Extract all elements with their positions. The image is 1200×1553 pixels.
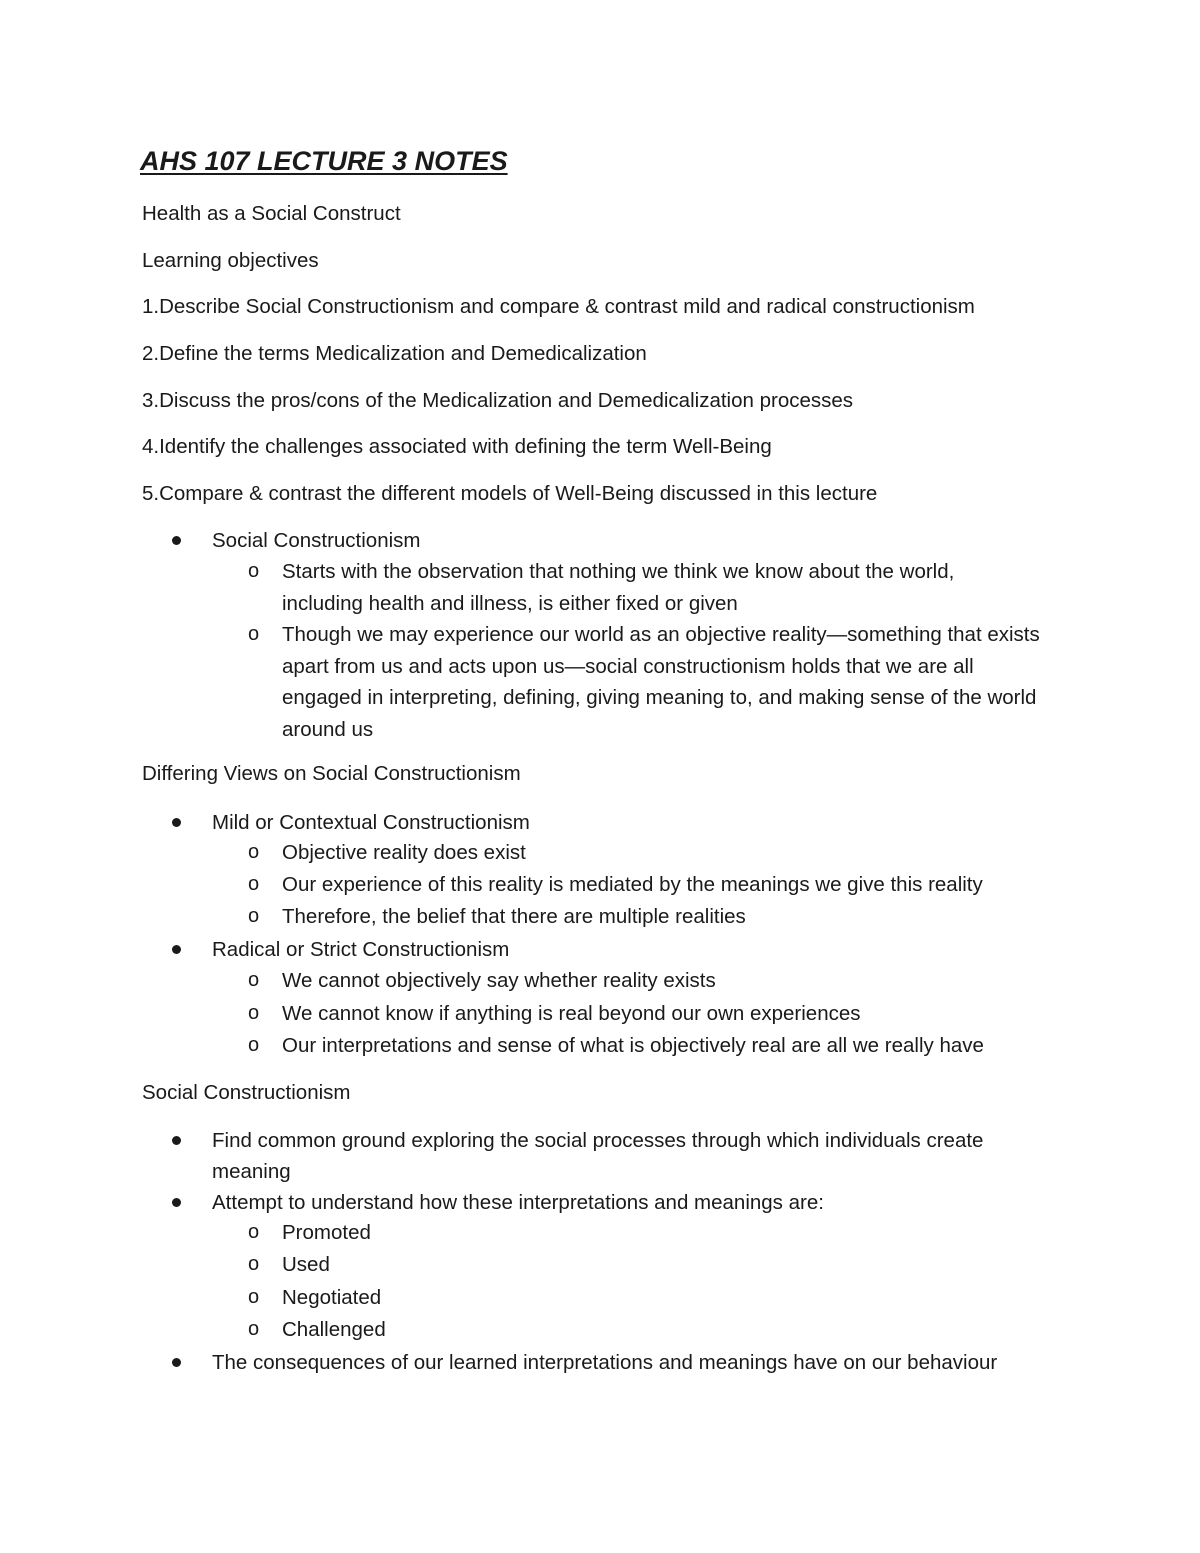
objective-item: 5.Compare & contrast the different models of Well-Being discussed in this lecture: [142, 482, 878, 505]
sub-bullet-circle-icon: o: [248, 873, 260, 895]
sub-bullet-item: [248, 619, 1048, 747]
sub-bullet-text: Objective reality does exist: [282, 841, 526, 864]
sub-bullet-circle-icon: o: [248, 1221, 260, 1243]
sub-bullet-circle-icon: o: [248, 1253, 260, 1275]
bullet-dot-icon: [172, 1358, 181, 1367]
sub-bullet-circle-icon: o: [248, 905, 260, 927]
bullet-text: The consequences of our learned interpretations and meanings have on our behaviour: [212, 1351, 998, 1374]
bullet-text: Social Constructionism: [212, 529, 421, 552]
bullet-text: Mild or Contextual Constructionism: [212, 811, 530, 834]
sub-bullet-item: [248, 901, 1048, 933]
sub-bullet-circle-icon: o: [248, 969, 260, 991]
bullet-dot-icon: [172, 1198, 181, 1207]
sub-bullet-circle-icon: o: [248, 623, 260, 645]
sub-bullet-text: Promoted: [282, 1221, 371, 1244]
sub-bullet-circle-icon: o: [248, 560, 260, 582]
sub-bullet-item: [248, 965, 1048, 997]
sub-bullet-text: Starts with the observation that nothing we think we know about the world, including health and illness, is either fixed or given: [282, 560, 955, 615]
sub-bullet-text: Our interpretations and sense of what is objectively real are all we really have: [282, 1034, 984, 1057]
objective-item: 3.Discuss the pros/cons of the Medicalization and Demedicalization processes: [142, 389, 854, 412]
sub-bullet-circle-icon: o: [248, 1318, 260, 1340]
objectives-heading: Learning objectives: [142, 249, 319, 272]
bullet-dot-icon: [172, 818, 181, 827]
bullet-item: [172, 1125, 1052, 1189]
sub-bullet-item: [248, 1314, 648, 1346]
sub-bullet-item: [248, 998, 1048, 1030]
section-heading: Differing Views on Social Constructionism: [142, 762, 521, 785]
sub-bullet-item: [248, 869, 1048, 901]
sub-bullet-text: Challenged: [282, 1318, 386, 1341]
sub-bullet-item: [248, 1217, 648, 1249]
sub-bullet-item: [248, 556, 1038, 620]
sub-bullet-circle-icon: o: [248, 1002, 260, 1024]
objective-item: 2.Define the terms Medicalization and Demedicalization: [142, 342, 647, 365]
sub-bullet-text: We cannot know if anything is real beyond our own experiences: [282, 1002, 861, 1025]
sub-bullet-circle-icon: o: [248, 1034, 260, 1056]
sub-bullet-text: Though we may experience our world as an objective reality—something that exists apart from us and acts upon us—social constructionism holds that we are all engaged in interpreting, defining, giving meaning to, and making sense of the world around us: [282, 623, 1040, 741]
bullet-text: Radical or Strict Constructionism: [212, 938, 510, 961]
sub-bullet-circle-icon: o: [248, 1286, 260, 1308]
bullet-text: Attempt to understand how these interpretations and meanings are:: [212, 1191, 824, 1214]
sub-bullet-text: We cannot objectively say whether reality exists: [282, 969, 716, 992]
objective-item: 1.Describe Social Constructionism and compare & contrast mild and radical constructionism: [142, 295, 975, 318]
sub-bullet-item: [248, 1030, 1048, 1062]
sub-bullet-text: Therefore, the belief that there are multiple realities: [282, 905, 746, 928]
sub-bullet-item: [248, 1282, 648, 1314]
bullet-dot-icon: [172, 536, 181, 545]
sub-bullet-text: Negotiated: [282, 1286, 382, 1309]
sub-bullet-circle-icon: o: [248, 841, 260, 863]
bullet-text: Find common ground exploring the social processes through which individuals create meaning: [212, 1129, 984, 1183]
sub-bullet-text: Used: [282, 1253, 330, 1276]
section-heading: Social Constructionism: [142, 1081, 351, 1104]
sub-bullet-text: Our experience of this reality is mediated by the meanings we give this reality: [282, 873, 983, 896]
bullet-dot-icon: [172, 1136, 181, 1145]
subtitle: Health as a Social Construct: [142, 202, 401, 225]
page-title: AHS 107 LECTURE 3 NOTES: [140, 146, 508, 176]
sub-bullet-item: [248, 1249, 648, 1281]
objective-item: 4.Identify the challenges associated with defining the term Well-Being: [142, 435, 772, 458]
sub-bullet-item: [248, 837, 1048, 869]
bullet-dot-icon: [172, 945, 181, 954]
